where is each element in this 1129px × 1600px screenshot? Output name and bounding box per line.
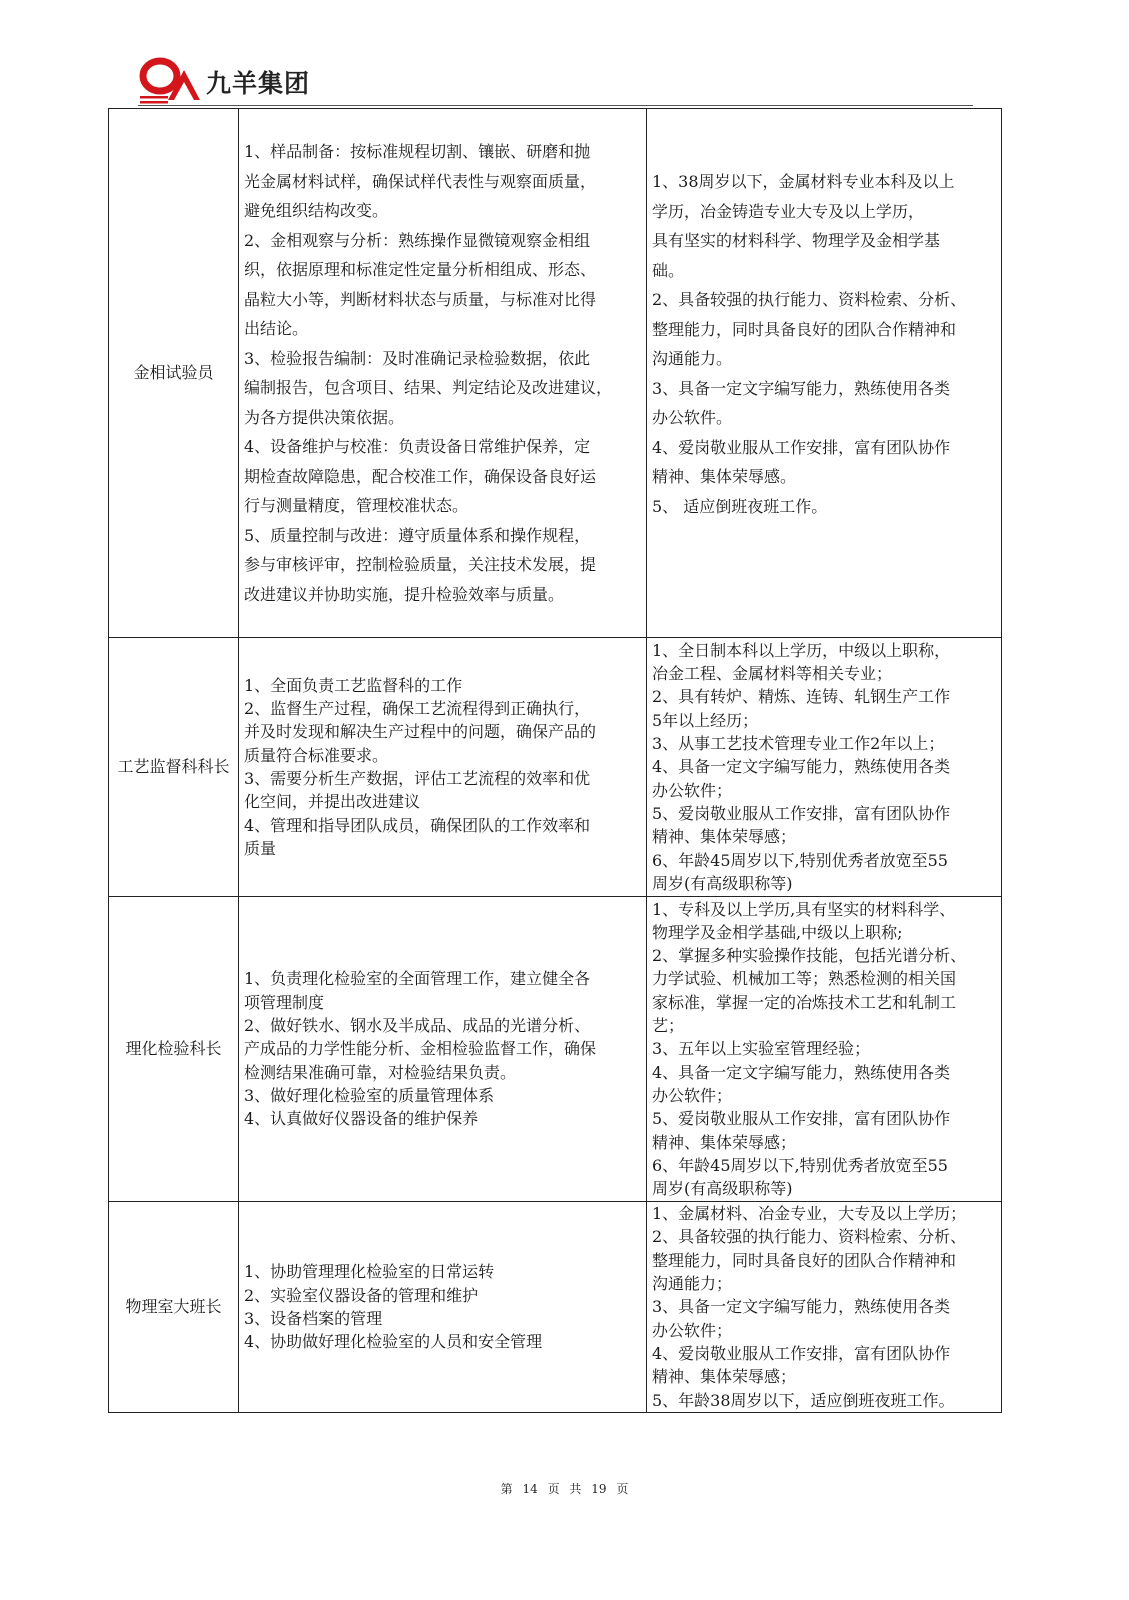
duty-line: 并及时发现和解决生产过程中的问题，确保产品的	[244, 722, 597, 742]
position-title: 工艺监督科科长	[109, 638, 239, 897]
position-title: 理化检验科长	[109, 897, 239, 1202]
requirement-line: 5、 适应倒班夜班工作。	[652, 496, 828, 516]
job-requirements-table	[108, 108, 1002, 1413]
duty-line: 3、设备档案的管理	[244, 1309, 383, 1328]
duty-line: 避免组织结构改变。	[244, 201, 389, 220]
requirement-line: 1、全日制本科以上学历，中级以上职称，	[652, 640, 951, 660]
requirement-line: 学历，冶金铸造专业大专及以上学历，	[652, 201, 925, 221]
header-divider	[138, 105, 973, 106]
requirement-line: 4、具备一定文字编写能力，熟练使用各类	[652, 757, 951, 777]
duty-line: 织，依据原理和标准定性定量分析相组成、形态、	[244, 260, 597, 279]
requirement-line: 整理能力，同时具备良好的团队合作精神和	[652, 1250, 957, 1270]
requirement-line: 5、爱岗敬业服从工作安排，富有团队协作	[652, 1109, 951, 1129]
requirement-line: 1、38周岁以下，金属材料专业本科及以上	[652, 172, 955, 191]
job-duties-cell	[239, 109, 647, 638]
requirement-line: 4、爱岗敬业服从工作安排，富有团队协作	[652, 437, 951, 457]
duty-line: 产成品的力学性能分析、金相检验监督工作，确保	[244, 1039, 597, 1059]
job-duties-cell	[239, 638, 647, 897]
job-duties-cell	[239, 897, 647, 1202]
footer-prefix: 第	[500, 1482, 513, 1496]
job-duties-cell	[239, 1202, 647, 1413]
requirement-line: 5、爱岗敬业服从工作安排，富有团队协作	[652, 803, 951, 823]
requirement-line: 5、年龄38周岁以下，适应倒班夜班工作。	[652, 1390, 955, 1410]
duty-line: 项管理制度	[244, 992, 325, 1012]
duty-line: 编制报告，包含项目、结果、判定结论及改进建议，	[244, 378, 613, 397]
requirement-line: 办公软件。	[652, 408, 733, 427]
requirement-line: 5年以上经历；	[652, 710, 759, 730]
duty-line: 4、认真做好仪器设备的维护保养	[244, 1109, 479, 1129]
page-footer	[0, 1480, 1129, 1497]
company-logo-icon	[138, 56, 206, 104]
requirement-line: 力学试验、机械加工等；熟悉检测的相关国	[652, 969, 957, 989]
requirement-line: 础。	[652, 260, 685, 280]
duty-line: 5、质量控制与改进：遵守质量体系和操作规程，	[244, 525, 591, 545]
requirement-line: 具有坚实的材料科学、物理学及金相学基	[652, 231, 941, 250]
requirement-line: 2、掌握多种实验操作技能，包括光谱分析、	[652, 946, 967, 966]
requirement-line: 3、五年以上实验室管理经验；	[652, 1039, 871, 1059]
requirement-line: 4、具备一定文字编写能力，熟练使用各类	[652, 1062, 951, 1082]
requirement-line: 精神、集体荣辱感；	[652, 1367, 797, 1387]
position-title: 金相试验员	[109, 109, 239, 638]
duty-line: 质量	[244, 838, 277, 858]
duty-line: 4、设备维护与校准：负责设备日常维护保养，定	[244, 437, 591, 456]
duty-line: 4、管理和指导团队成员，确保团队的工作效率和	[244, 815, 591, 835]
requirement-line: 周岁(有高级职称等)	[652, 1179, 793, 1199]
duty-line: 3、做好理化检验室的质量管理体系	[244, 1085, 495, 1105]
requirement-line: 2、具备较强的执行能力、资料检索、分析、	[652, 1227, 967, 1247]
position-title: 物理室大班长	[109, 1202, 239, 1413]
duty-line: 1、全面负责工艺监督科的工作	[244, 675, 463, 695]
requirement-line: 整理能力，同时具备良好的团队合作精神和	[652, 319, 957, 339]
duty-line: 行与测量精度，管理校准状态。	[244, 496, 469, 515]
job-requirements-cell	[647, 1202, 1002, 1413]
requirement-line: 3、从事工艺技术管理专业工作2年以上；	[652, 734, 945, 754]
requirement-line: 办公软件；	[652, 1085, 733, 1105]
table-row	[109, 897, 1002, 1202]
duty-line: 2、监督生产过程，确保工艺流程得到正确执行，	[244, 699, 591, 719]
footer-total-pages: 19	[591, 1482, 607, 1496]
requirement-line: 沟通能力；	[652, 1274, 733, 1294]
requirement-line: 2、具有转炉、精炼、连铸、轧钢生产工作	[652, 687, 951, 707]
duty-line: 改进建议并协助实施，提升检验效率与质量。	[244, 584, 565, 604]
table-row	[109, 1202, 1002, 1413]
duty-line: 4、协助做好理化检验室的人员和安全管理	[244, 1332, 543, 1352]
duty-line: 检测结果准确可靠，对检验结果负责。	[244, 1062, 517, 1082]
duty-line: 光金属材料试样，确保试样代表性与观察面质量，	[244, 171, 597, 191]
duty-line: 晶粒大小等，判断材料状态与质量，与标准对比得	[244, 289, 597, 309]
requirement-line: 2、具备较强的执行能力、资料检索、分析、	[652, 290, 967, 309]
footer-page-label: 页	[547, 1482, 560, 1496]
requirement-line: 物理学及金相学基础,中级以上职称;	[652, 922, 903, 942]
requirement-line: 4、爱岗敬业服从工作安排，富有团队协作	[652, 1343, 951, 1363]
duty-line: 期检查故障隐患，配合校准工作，确保设备良好运	[244, 466, 597, 486]
job-requirements-cell	[647, 897, 1002, 1202]
requirement-line: 1、专科及以上学历,具有坚实的材料科学、	[652, 899, 956, 919]
duty-line: 1、协助管理理化检验室的日常运转	[244, 1262, 495, 1282]
requirement-line: 3、具备一定文字编写能力，熟练使用各类	[652, 378, 951, 398]
requirement-line: 6、年龄45周岁以下,特别优秀者放宽至55	[652, 1155, 948, 1175]
requirement-line: 周岁(有高级职称等)	[652, 873, 793, 893]
requirement-line: 6、年龄45周岁以下,特别优秀者放宽至55	[652, 850, 948, 870]
page-header	[138, 52, 973, 108]
footer-suffix: 页	[616, 1482, 629, 1496]
duty-line: 1、样品制备：按标准规程切割、镶嵌、研磨和抛	[244, 142, 591, 161]
duty-line: 2、做好铁水、钢水及半成品、成品的光谱分析、	[244, 1016, 591, 1036]
duty-line: 参与审核评审，控制检验质量，关注技术发展，提	[244, 555, 597, 574]
requirement-line: 冶金工程、金属材料等相关专业；	[652, 664, 893, 684]
duty-line: 2、金相观察与分析：熟练操作显微镜观察金相组	[244, 230, 591, 250]
requirement-line: 3、具备一定文字编写能力，熟练使用各类	[652, 1297, 951, 1317]
requirement-line: 沟通能力。	[652, 349, 733, 368]
requirement-line: 办公软件；	[652, 1320, 733, 1340]
duty-line: 1、负责理化检验室的全面管理工作，建立健全各	[244, 969, 591, 989]
job-requirements-cell	[647, 109, 1002, 638]
duty-line: 质量符合标准要求。	[244, 745, 389, 765]
duty-line: 化空间，并提出改进建议	[244, 792, 421, 812]
footer-total-label: 共	[569, 1482, 582, 1496]
duty-line: 为各方提供决策依据。	[244, 407, 405, 427]
duty-line: 3、需要分析生产数据，评估工艺流程的效率和优	[244, 769, 591, 788]
requirement-line: 家标准，掌握一定的冶炼技术工艺和轧制工	[652, 992, 957, 1012]
requirement-line: 艺；	[652, 1016, 685, 1036]
footer-page-number: 14	[522, 1482, 538, 1496]
table-row	[109, 638, 1002, 897]
duty-line: 3、检验报告编制：及时准确记录检验数据，依此	[244, 348, 591, 368]
duty-line: 出结论。	[244, 319, 309, 338]
requirement-line: 精神、集体荣辱感。	[652, 467, 797, 486]
requirement-line: 办公软件；	[652, 780, 733, 800]
duty-line: 2、实验室仪器设备的管理和维护	[244, 1285, 479, 1305]
company-name: 九羊集团	[206, 69, 311, 98]
job-requirements-cell	[647, 638, 1002, 897]
requirement-line: 精神、集体荣辱感；	[652, 1132, 797, 1152]
requirement-line: 1、金属材料、冶金专业，大专及以上学历；	[652, 1204, 967, 1224]
requirement-line: 精神、集体荣辱感；	[652, 827, 797, 847]
table-row	[109, 109, 1002, 638]
